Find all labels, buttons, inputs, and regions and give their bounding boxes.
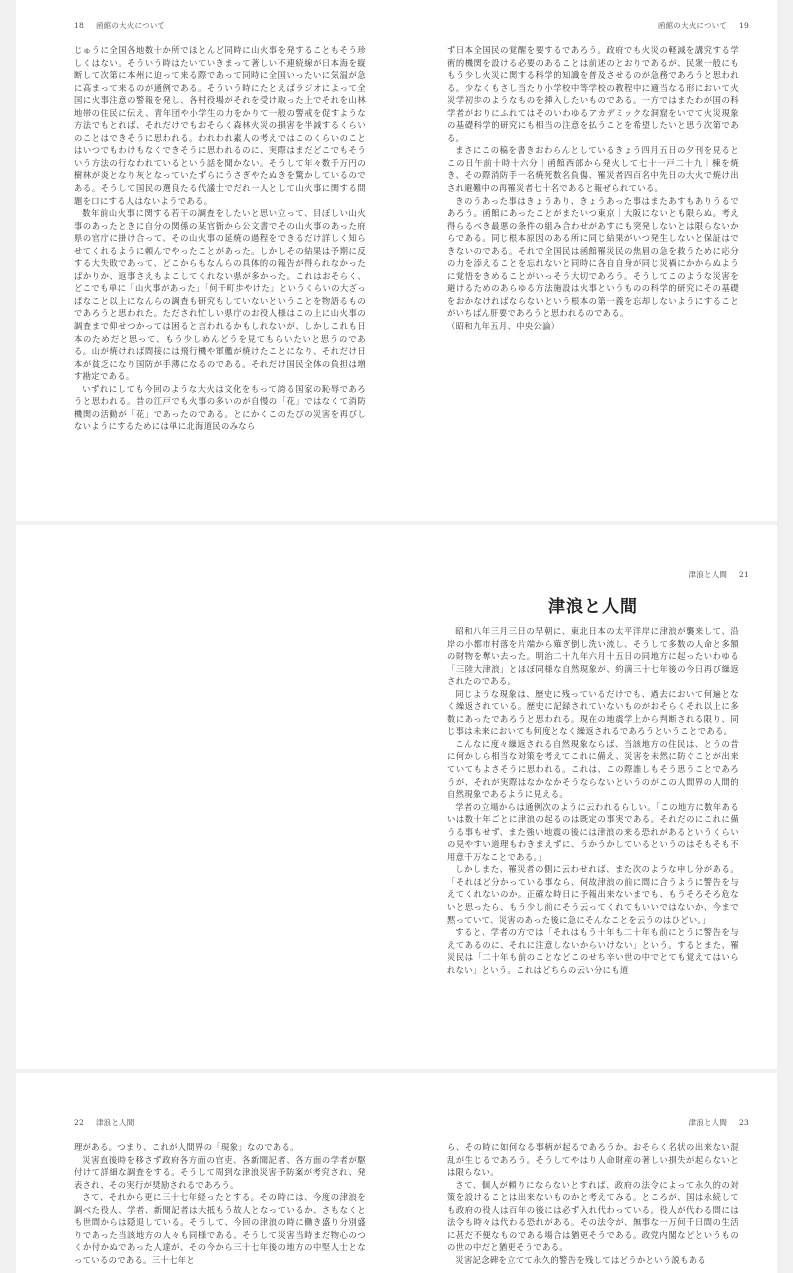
paragraph: 数年前山火事に関する若干の調査をしたいと思い立って、目ぼしい山火事のあったときに自分の関係の某官衙から公文書でその山火事のあった府県の官庁に掛け合って、その山火事の延焼の過程をできるだけ詳しく知らせてくれるように頼んでやったことがあった。しかしその結果は予期に反する大失敗であって、どこからもなんらの具体的の報告が得られなかったばかりか、返事さえもよこしてくれない県が多かった。これはおそらく、どこでも単に「山火事があった」「何千町歩やけた」というくらいの大ざっぱなこと以上になんらの調査も研究もしていないということを物語るものであろうと思われた。ただされ忙しい県庁のお役人様はこの上に山火事の調査まで仰せつかっては困ると言われるかもしれないが、しかしこれも日本のためだと思って、もう少しめんどうを見てもらいたいと思うのである。山が焼ければ間接には飛行機や軍艦が焼けたことになり、それだけ日本が貧乏になり国防が手薄になるのである。それだけ国民全体の負担は増す勘定である。 — [74, 208, 366, 382]
paragraph: 災害記念碑を立てて永久的警告を残してはどうかという説もある — [455, 1254, 707, 1265]
running-head-right — [689, 1117, 749, 1128]
page-spread-20-21 — [16, 525, 777, 1069]
page-spread-18-19 — [16, 0, 777, 521]
running-head-title: 津浪と人間 — [688, 1118, 728, 1127]
page-number: 21 — [739, 570, 749, 579]
paragraph: いずれにしても今回のような大火は文化をもって誇る国家の恥辱であろうと思われる。昔の江戸でも火事の多いのが自慢の「花」ではなくて消防機関の活動が「花」であったのである。とにかくこのたびの災害を再びしないようにするためには単に北海道民のみなら — [74, 383, 366, 432]
paragraph: さて、個人が頼りにならないとすれば、政府の法令によって永久的の対策を設けることは出来ないものかと考えてみる。ところが、国は永続しても政府の役人は百年の後には必ず入れ代わっている。役人が代わる間には法令も時々は代わる恐れがある。その法令が、無事な一万何千日間の生活に甚だ不便なものである場合は猶更そうである。政党内閣などというものの世の中だと猶更そうである。 — [447, 1179, 739, 1253]
page-spread-22-23 — [16, 1073, 777, 1273]
running-head-title: 津浪と人間 — [688, 570, 728, 579]
body-text — [447, 1141, 739, 1266]
body-text — [447, 44, 739, 333]
paragraph: まさにこの稿を書きおわらんとしているきょう四月五日の夕刊を見るとこの日午前十時十六分｜函館西部から発火して七十一戸二十九｜棟を焼き、その際消防手一名焼死数名負傷、罹災者四百名中先日の大火で焼け出され避難中の再罹災者七十名であると報ぜられている。 — [447, 145, 739, 194]
running-head-title: 津浪と人間 — [95, 1118, 135, 1127]
paragraph: 災害直後時を移さず政府各方面の官吏、各新聞記者、各方面の学者が駆付けて詳細な調査をする。そうして周到な津浪災害予防案が考究され、発表され、その実行が奨励されるであろう。 — [74, 1154, 366, 1190]
paragraph: 理がある。つまり、これが人間界の「現象」なのである。 — [74, 1142, 299, 1152]
running-head-title: 函館の大火について — [657, 21, 728, 30]
paragraph: 学者の立場からは通例次のように云われるらしい。「この地方に数年あるいは数十年ごとに津浪の起るのは既定の事実である。それだのにこれに備うる事もせず、また強い地震の後には津浪の来る恐れがあるというくらいの見やすい道理もわきまえずに、うかうかしているというのはそもそも不用意千万なことである。」 — [447, 801, 739, 862]
page-number: 19 — [739, 21, 749, 30]
paragraph: こんなに度々繰返される自然現象ならば、当該地方の住民は、とうの昔に何かしら相当な対策を考えてこれに備え、災害を未然に防ぐことが出来ていてもよさそうに思われる。これは、この際誰しもそう思うことであろうが、それが実際はなかなかそうならないというのがこの人間界の人間的自然現象であるように見える。 — [447, 738, 739, 800]
paragraph: 同じような現象は、歴史に残っているだけでも、過去において何遍となく繰返されている。歴史に記録されていないものがおそらくそれ以上に多数にあったであろうと思われる。現在の地震学上から判断される限り、同じ事は未来においても何度となく繰返されるであろうということである。 — [447, 688, 739, 737]
paragraph: さて、それから更に三十七年経ったとする。その時には、今度の津浪を調べた役人、学者、新聞記者は大抵もう故人となっているか、さもなくとも世間からは隠退している。そうして、今回の津浪の時に働き盛り分別盛りであった当該地方の人々も同様である。そうして災害当時まだ物心のつくか付かぬであった人達が、その今から三十七年後の地方の中堅人士となっているのである。三十七年と — [74, 1192, 366, 1265]
running-head-left — [74, 1117, 134, 1128]
paragraph: しかしまた、罹災者の側に云わせれば、また次のような申し分がある。「それほど分かっている事なら、何故津浪の前に間に合うように警告を与えてくれないのか。正確な時日に予報出来ないまでも、もうそろそろ危ないと思ったら、もう少し前にそう云ってくれてもいいではないか、今まで黙っていて、災害のあった後に急にそんなことを云うのはひどい。」 — [447, 864, 739, 925]
body-text — [447, 625, 739, 976]
body-text — [74, 44, 366, 433]
paragraph: 昭和八年三月三日の早朝に、東北日本の太平洋岸に津浪が襲来して、沿岸の小都市村落を片端から薙ぎ倒し洗い流し、そうして多数の人命と多額の財物を奪い去った。明治二十九年六月十五日の同地方に起ったいわゆる「三陸大津浪」とほぼ同様な自然現象が、約満三十七年後の今日再び繰返されたのである。 — [447, 626, 739, 687]
paragraph: きのうあった事はきょうあり、きょうあった事はまたあすもありうるであろう。函館にあったことがまたいつ東京｜大阪にないとも限らぬ。考え得らるべき最悪の条件の組み合わせがあすにも突発しないとは限らないからである。同じ根本原因のある所に同じ結果がいつ発生しないと保証はできないのである。それで全国民は函館罹災民の焦眉の急を救うために応分の力を添えることを忘れないと同時に各自自身が同じ災禍にかからぬように覚悟をきめることがいっそう大切であろう。そうしてこのような災害を避けるためのあらゆる方法施設は火事というものの科学的研究にその基礎をおかなければならないという根本の第一義を忘却しないようにすることがいちばん肝要であろうと思われるのである。 — [447, 195, 739, 319]
paragraph: すると、学者の方では「それはもう十年も二十年も前にとうに警告を与えてあるのに、それに注意しないからいけない」という。するとまた、罹災民は「二十年も前のことなどこのせち辛い世の中でとても覚えてはいられない」という。これはどちらの云い分にも道 — [447, 927, 739, 975]
body-text — [74, 1141, 366, 1266]
page-number: 22 — [74, 1118, 84, 1127]
running-head-right — [689, 569, 749, 580]
paragraph: ら、その時に如何なる事柄が起るであろうか。おそらく名状の出来ない混乱が生じるであろう。そうしてやはり人命財産の著しい損失が起らないとは限らない。 — [447, 1142, 739, 1178]
source-note: （昭和九年五月、中央公論） — [447, 321, 560, 332]
running-head-right — [658, 20, 749, 31]
chapter-title: 津浪と人間 — [548, 597, 638, 617]
running-head-title: 函館の大火について — [95, 21, 166, 30]
running-head-left — [74, 20, 165, 31]
page-number: 18 — [74, 21, 84, 30]
page-number: 23 — [739, 1118, 749, 1127]
paragraph: じゅうに全国各地数十か所でほとんど同時に山火事を発することもそう珍しくはない。そういう時はたいていきまって著しい不連続線が日本海を縦断して次第に本州に迫って来る際であって同時に全国いったいに気温が急に高まって来るのが通例である。そういう時にたとえばラジオによって全国に火事注意の警報を発し、各村役場がそれを受け取った上でそれを山林地帯の住民に伝え、青年団や小学生の力をかりて一般の警戒を促すような方法でもとれば、それだけでもおそらく森林火災の損害を半減するくらいのことはできそうに思われる。われわれ素人の考えではこのくらいのことはいつでもわけもなくできそうに思われるのに、実際はまだどこでもそういう方法の行なわれているという話を聞かない。そうして年々数千万円の樹林が炎となり灰となっていたずらにうさぎやたぬきを驚かしているのである。そうして国民の選良たる代議士でだれ一人として山火事に関する問題を口にする人はないようである。 — [74, 45, 366, 206]
paragraph: ず日本全国民の覚醒を要するであろう。政府でも火災の軽減を講究する学術的機関を設ける必要のあることは前述のとおりであるが、民衆一般にももう少し火災に関する科学的知識を普及させるのが急務であろうと思われる。少なくもさし当たり小学校中等学校の教程中に適当なる形において火災学初歩のようなものを挿入したいものである。一方ではまたわが国の科学者がおりにふれてはそのいわゆるアカデミックな洞窟をいでて火災現象の基礎科学的研究にも相当の注意を払うことを希望したいと思う次第である。 — [447, 45, 739, 143]
